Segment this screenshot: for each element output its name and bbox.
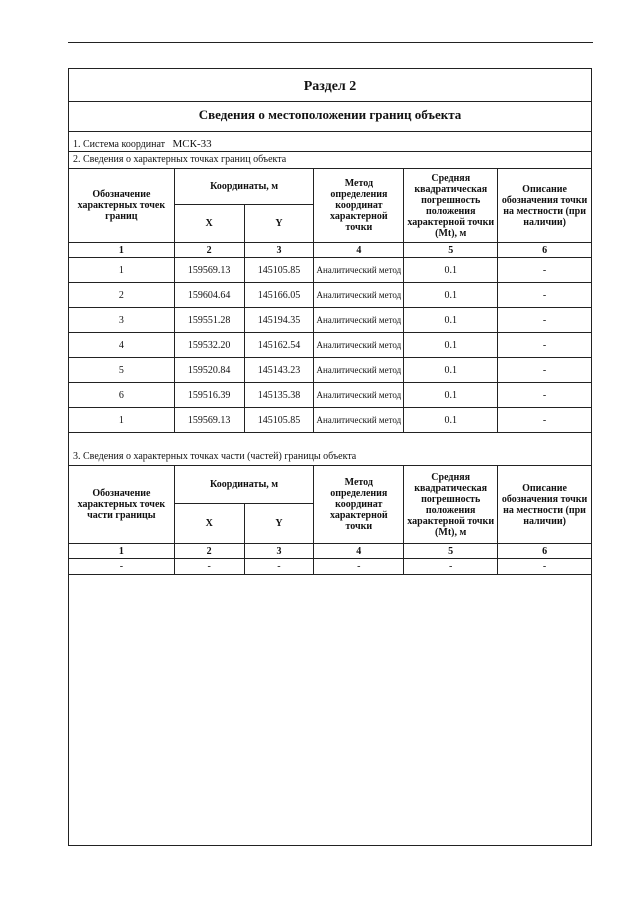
header-error: Средняя квадратическая погрешность положения характерной точки (Mt), м — [404, 466, 498, 544]
x-cell: - — [174, 559, 244, 575]
table-row — [69, 333, 592, 358]
error-cell: 0.1 — [404, 283, 498, 308]
column-number: 4 — [314, 243, 404, 258]
header-method: Метод определения координат характерной точки — [314, 466, 404, 544]
column-numbers-row — [69, 243, 592, 258]
table-row — [69, 559, 592, 575]
y-cell: 145105.85 — [244, 408, 314, 433]
error-cell: - — [404, 559, 498, 575]
method-cell: Аналитический метод — [314, 283, 404, 308]
y-cell: - — [244, 559, 314, 575]
table-row — [69, 383, 592, 408]
y-cell: 145166.05 — [244, 283, 314, 308]
description-cell: - — [498, 283, 592, 308]
column-number: 2 — [174, 544, 244, 559]
point-cell: 4 — [69, 333, 175, 358]
column-number: 4 — [314, 544, 404, 559]
column-number: 5 — [404, 243, 498, 258]
x-cell: 159520.84 — [174, 358, 244, 383]
header-coordinates: Координаты, м — [174, 466, 314, 504]
object-title: Сведения о местоположении границ объекта — [198, 107, 462, 122]
header-y: Y — [244, 504, 314, 544]
column-number: 2 — [174, 243, 244, 258]
header-error: Средняя квадратическая погрешность положения характерной точки (Mt), м — [404, 169, 498, 243]
description-cell: - — [498, 358, 592, 383]
top-rule — [68, 42, 593, 43]
x-cell: 159604.64 — [174, 283, 244, 308]
error-cell: 0.1 — [404, 333, 498, 358]
error-cell: 0.1 — [404, 308, 498, 333]
method-cell: Аналитический метод — [314, 383, 404, 408]
column-number: 5 — [404, 544, 498, 559]
header-method: Метод определения координат характерной точки — [314, 169, 404, 243]
header-y: Y — [244, 205, 314, 243]
header-description: Описание обозначения точки на местности (при наличии) — [498, 169, 592, 243]
error-cell: 0.1 — [404, 358, 498, 383]
y-cell: 145162.54 — [244, 333, 314, 358]
part-boundary-points-table — [68, 465, 592, 575]
coord-system-label: 1. Система координат — [73, 139, 166, 150]
coord-system-value: МСК-33 — [172, 138, 212, 150]
column-number: 3 — [244, 544, 314, 559]
column-number: 6 — [498, 243, 592, 258]
point-cell: 1 — [69, 258, 175, 283]
point-cell: - — [69, 559, 175, 575]
column-number: 6 — [498, 544, 592, 559]
x-cell: 159532.20 — [174, 333, 244, 358]
divider — [69, 151, 591, 152]
section-frame — [68, 68, 592, 846]
point-cell: 3 — [69, 308, 175, 333]
header-designation: Обозначение характерных точек границ — [69, 169, 175, 243]
error-cell: 0.1 — [404, 383, 498, 408]
error-cell: 0.1 — [404, 258, 498, 283]
description-cell: - — [498, 383, 592, 408]
method-cell: Аналитический метод — [314, 308, 404, 333]
column-number: 3 — [244, 243, 314, 258]
table-row — [69, 408, 592, 433]
header-coordinates: Координаты, м — [174, 169, 314, 205]
table2-caption: 3. Сведения о характерных точках части (частей) границы объекта — [73, 451, 357, 462]
table-row — [69, 258, 592, 283]
header-description: Описание обозначения точки на местности (при наличии) — [498, 466, 592, 544]
description-cell: - — [498, 308, 592, 333]
method-cell: Аналитический метод — [314, 258, 404, 283]
table-row — [69, 308, 592, 333]
method-cell: Аналитический метод — [314, 333, 404, 358]
header-x: X — [174, 504, 244, 544]
y-cell: 145105.85 — [244, 258, 314, 283]
description-cell: - — [498, 408, 592, 433]
description-cell: - — [498, 258, 592, 283]
x-cell: 159569.13 — [174, 258, 244, 283]
method-cell: Аналитический метод — [314, 358, 404, 383]
point-cell: 1 — [69, 408, 175, 433]
y-cell: 145135.38 — [244, 383, 314, 408]
table-row — [69, 283, 592, 308]
table1-caption: 2. Сведения о характерных точках границ объекта — [73, 154, 287, 165]
description-cell: - — [498, 559, 592, 575]
column-number: 1 — [69, 243, 175, 258]
x-cell: 159516.39 — [174, 383, 244, 408]
y-cell: 145194.35 — [244, 308, 314, 333]
error-cell: 0.1 — [404, 408, 498, 433]
boundary-points-table — [68, 168, 592, 433]
x-cell: 159551.28 — [174, 308, 244, 333]
section-title: Раздел 2 — [303, 79, 357, 94]
point-cell: 6 — [69, 383, 175, 408]
coord-system-line — [73, 137, 212, 152]
point-cell: 5 — [69, 358, 175, 383]
header-x: X — [174, 205, 244, 243]
y-cell: 145143.23 — [244, 358, 314, 383]
description-cell: - — [498, 333, 592, 358]
method-cell: - — [314, 559, 404, 575]
divider — [69, 131, 591, 132]
point-cell: 2 — [69, 283, 175, 308]
method-cell: Аналитический метод — [314, 408, 404, 433]
divider — [69, 101, 591, 102]
column-number: 1 — [69, 544, 175, 559]
column-numbers-row — [69, 544, 592, 559]
header-designation: Обозначение характерных точек части границы — [69, 466, 175, 544]
table-row — [69, 358, 592, 383]
x-cell: 159569.13 — [174, 408, 244, 433]
